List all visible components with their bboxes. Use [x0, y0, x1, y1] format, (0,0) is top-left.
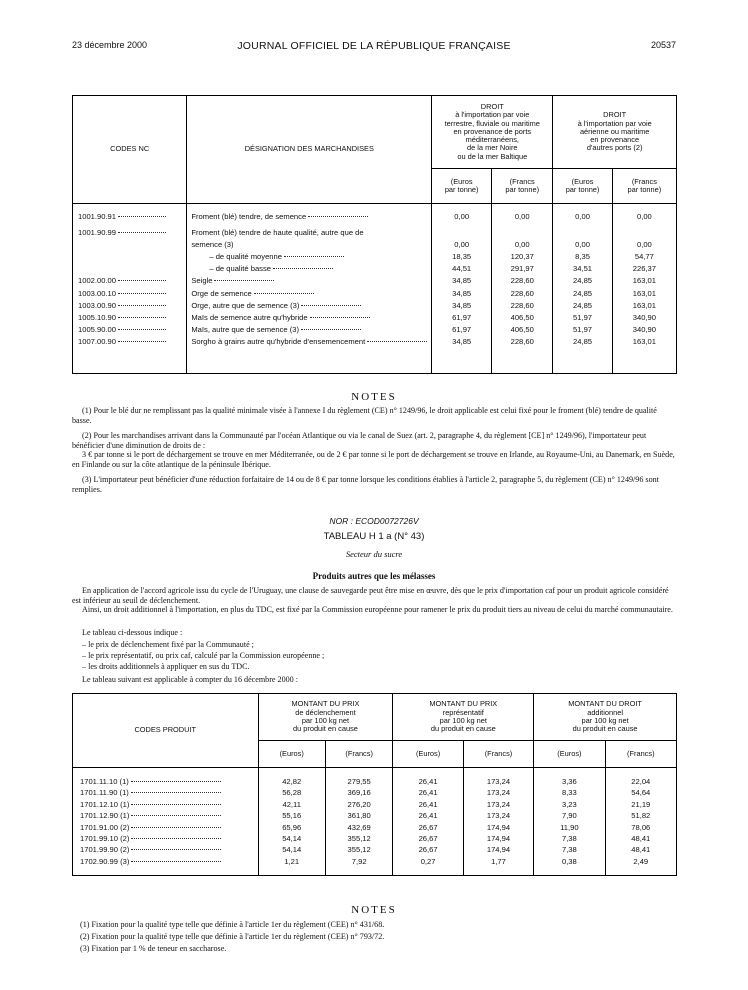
value-cell: 228,60	[510, 300, 534, 310]
value-cell: 7,38	[561, 845, 577, 855]
value-cell: 0,00	[575, 212, 590, 221]
value-cell: 26,41	[418, 799, 438, 809]
designation-cell	[187, 288, 431, 300]
sugar-products-table	[72, 693, 677, 876]
value-cell: 24,85	[573, 288, 593, 298]
value-cell	[553, 227, 611, 239]
value-cell	[432, 227, 491, 239]
product-code: 1701.99.90 (2)	[80, 845, 130, 855]
leader-dots	[131, 849, 221, 850]
value-cell: 174,94	[486, 822, 511, 832]
t2-euros-2: (Euros)	[393, 741, 463, 768]
euros-column-2	[553, 204, 612, 374]
value-cell: 26,67	[418, 822, 438, 832]
header-line: DROIT	[603, 110, 627, 120]
value-cell: 51,82	[631, 811, 651, 821]
header-line: à l'importation par voie	[455, 110, 530, 120]
value-cell: 1,77	[491, 856, 506, 866]
header-line: (Euros	[571, 176, 594, 186]
value-cell: 24,85	[573, 300, 593, 310]
leader-dots	[118, 329, 166, 330]
note-sugar-2: (2) Fixation pour la qualité type telle que définie à l'article 1er du règlement (CEE) n° 793/72.	[80, 932, 385, 941]
header-line: représentatif	[442, 707, 484, 717]
value-cell	[613, 227, 676, 239]
value-cell: 54,64	[631, 788, 651, 798]
code-value: 1005.10.90	[78, 312, 117, 322]
codes-column	[73, 204, 187, 374]
code-value: 1001.90.91	[78, 212, 117, 221]
value-cell: 18,35	[452, 252, 472, 262]
header-line: MONTANT DU PRIX	[291, 699, 360, 709]
designation-text: – de qualité moyenne	[209, 252, 282, 262]
value-cell: 340,90	[632, 312, 656, 322]
value-cell: 0,27	[420, 856, 436, 866]
euros-header-1	[432, 169, 492, 204]
value-cell: 0,00	[454, 212, 470, 221]
value-cell: 44,51	[452, 264, 472, 274]
header-line: MONTANT DU DROIT	[568, 699, 642, 709]
t2-francs-3: (Francs)	[605, 741, 676, 768]
code-value: 1005.90.00	[78, 324, 117, 334]
t2-col-6	[605, 768, 676, 876]
designation-cell	[187, 211, 431, 223]
issue-date: 23 décembre 2000	[72, 40, 148, 50]
leader-dots	[118, 341, 166, 342]
notes-title-2: NOTES	[351, 904, 397, 916]
value-cell: 174,94	[486, 833, 511, 843]
value-cell: 163,01	[632, 300, 656, 310]
designation-cell	[187, 239, 431, 251]
code-cell	[73, 251, 186, 263]
cereal-duties-table	[72, 95, 677, 374]
leader-dots	[273, 268, 333, 269]
francs-column-1	[492, 204, 553, 374]
designation-text: Orge, autre que de semence (3)	[191, 300, 300, 310]
note-2: (2) Pour les marchandises arrivant dans la Communauté par l'océan Atlantique ou via le canal de Suez (art. 2, paragraphe 4, du règlement [CE] n° 1249/96), l'importateur peut bénéficier d'une diminution de droits de :	[72, 431, 647, 450]
value-cell: 0,00	[454, 240, 470, 250]
value-cell: 361,80	[347, 811, 371, 821]
leader-dots	[214, 280, 274, 281]
francs-column-2	[612, 204, 676, 374]
header-line: en provenance	[590, 135, 640, 145]
designation-cell	[187, 263, 431, 275]
value-cell: 42,82	[282, 777, 302, 786]
designation-cell	[187, 312, 431, 324]
leader-dots	[301, 329, 361, 330]
product-code-cell	[75, 810, 258, 821]
value-cell: 51,97	[573, 312, 593, 322]
bullet-3: – les droits additionnels à appliquer en sus du TDC.	[82, 662, 250, 671]
value-cell: 54,14	[282, 833, 302, 843]
designation-text: Froment (blé) tendre, de semence	[191, 212, 307, 221]
page-number: 20537	[650, 40, 676, 50]
product-code-cell	[75, 822, 258, 833]
header-line: MONTANT DU PRIX	[429, 699, 498, 709]
francs-header-1	[492, 169, 553, 204]
value-cell: 24,85	[573, 276, 593, 286]
value-cell: 3,23	[561, 799, 577, 809]
header-line: par tonne)	[505, 185, 540, 194]
product-code: 1701.99.10 (2)	[80, 833, 130, 843]
value-cell: 0,00	[514, 212, 530, 221]
designation-text: Maïs de semence autre qu'hybride	[191, 312, 308, 322]
value-cell: 7,90	[561, 811, 577, 821]
intro-paragraph-4: Le tableau suivant est applicable à compter du 16 décembre 2000 :	[82, 675, 298, 684]
value-cell: 173,24	[486, 777, 511, 786]
code-value: 1003.00.10	[78, 288, 117, 298]
note-sugar-1: (1) Fixation pour la qualité type telle que définie à l'article 1er du règlement (CEE) n° 431/68.	[80, 920, 385, 929]
leader-dots	[118, 293, 166, 294]
products-title: Produits autres que les mélasses	[312, 571, 436, 581]
code-cell	[73, 211, 186, 223]
value-cell: 406,50	[510, 324, 534, 334]
value-cell: 54,77	[634, 252, 654, 262]
product-code-cell	[75, 856, 258, 867]
euros-header-2	[553, 169, 612, 204]
value-cell: 34,85	[452, 336, 472, 346]
value-cell: 56,28	[282, 788, 302, 798]
t2-euros-3: (Euros)	[534, 741, 605, 768]
value-cell: 0,00	[575, 240, 590, 250]
designation-cell	[187, 275, 431, 287]
value-cell: 21,19	[631, 799, 651, 809]
value-cell: 54,14	[282, 845, 302, 855]
value-cell: 51,97	[573, 324, 593, 334]
designation-text: Orge de semence	[191, 288, 252, 298]
product-code-cell	[75, 787, 258, 798]
designation-text: Sorgho à grains autre qu'hybride d'ensemencement	[191, 336, 366, 346]
product-code-cell	[75, 776, 258, 787]
designation-header: DÉSIGNATION DES MARCHANDISES	[187, 96, 432, 204]
code-cell	[73, 263, 186, 275]
header-line: à l'importation par voie	[577, 118, 652, 128]
header-line: par 100 kg net	[301, 716, 350, 725]
value-cell: 11,90	[560, 822, 579, 832]
value-cell: 24,85	[573, 336, 593, 346]
value-cell: 2,49	[633, 856, 649, 866]
value-cell: 173,24	[486, 811, 511, 821]
leader-dots	[254, 293, 314, 294]
leader-dots	[367, 341, 427, 342]
designation-cell	[187, 251, 431, 263]
code-cell	[73, 227, 186, 239]
t2-codes-column	[73, 768, 259, 876]
intro-paragraph-2: Ainsi, un droit additionnel à l'importation, en plus du TDC, est fixé par la Commission européenne pour ramener le prix du produit tiers au niveau de celui du marché communautaire.	[82, 605, 673, 614]
bullet-2: – le prix représentatif, ou prix caf, calculé par la Commission européenne ;	[82, 651, 325, 660]
value-cell: 355,12	[347, 833, 371, 843]
value-cell: 174,94	[486, 845, 511, 855]
header-line: d'autres ports (2)	[586, 143, 643, 153]
notes-title-1: NOTES	[351, 391, 397, 403]
code-value: 1007.00.90	[78, 336, 117, 346]
value-cell: 48,41	[631, 845, 651, 855]
value-cell: 42,11	[282, 799, 301, 809]
value-cell: 78,06	[631, 822, 651, 832]
product-code: 1701.11.90 (1)	[80, 788, 129, 798]
designation-text: semence (3)	[191, 240, 234, 250]
t2-col-4	[463, 768, 533, 876]
bullet-1: – le prix de déclenchement fixé par la Communauté ;	[82, 640, 254, 649]
header-line: méditerranéens,	[465, 135, 519, 145]
value-cell: 340,90	[632, 324, 656, 334]
additional-duty-header	[534, 694, 677, 741]
value-cell: 3,36	[561, 777, 577, 786]
leader-dots	[131, 861, 221, 862]
header-line: par tonne)	[444, 185, 479, 194]
sector-title: Secteur du sucre	[345, 549, 403, 559]
designation-text: Froment (blé) tendre de haute qualité, autre que de	[191, 228, 364, 238]
value-cell: 406,50	[510, 312, 534, 322]
note-1: (1) Pour le blé dur ne remplissant pas la qualité minimale visée à l'annexe I du règlement (CE) n° 1249/96, le droit applicable est celui fixé pour le froment (blé) tendre de qualité basse.	[72, 406, 657, 425]
value-cell: 0,00	[514, 240, 530, 250]
code-cell	[73, 275, 186, 287]
code-cell	[73, 336, 186, 348]
value-cell	[492, 227, 552, 239]
note-2-detail: 3 € par tonne si le port de déchargement se trouve en mer Méditerranée, ou de 2 € par tonne si le port de déchargement se trouve en Irlande, au Royaume-Uni, au Danemark, en Suède, en Finlande ou sur la côte atlantique de la péninsule Ibérique.	[72, 450, 675, 469]
value-cell: 120,37	[510, 252, 534, 262]
product-code-cell	[75, 833, 258, 844]
t2-col-2	[325, 768, 392, 876]
t2-col-1	[258, 768, 325, 876]
value-cell: 163,01	[632, 288, 656, 298]
droit-aerienne-header	[553, 96, 677, 169]
representative-price-header	[393, 694, 534, 741]
value-cell: 173,24	[486, 799, 511, 809]
value-cell: 7,92	[351, 856, 367, 866]
header-line: du produit en cause	[292, 724, 358, 734]
value-cell: 228,60	[510, 336, 534, 346]
leader-dots	[118, 232, 166, 233]
code-cell	[73, 288, 186, 300]
value-cell: 8,35	[575, 252, 590, 262]
value-cell: 291,97	[510, 264, 534, 274]
value-cell: 1,21	[284, 856, 300, 866]
product-code-cell	[75, 844, 258, 855]
value-cell: 163,01	[632, 276, 656, 286]
value-cell: 34,85	[452, 288, 472, 298]
product-code: 1701.12.90 (1)	[80, 811, 130, 821]
journal-title: JOURNAL OFFICIEL DE LA RÉPUBLIQUE FRANÇAISE	[237, 40, 511, 52]
code-value: 1002.00.00	[78, 276, 117, 286]
codes-nc-header: CODES NC	[73, 96, 187, 204]
value-cell: 228,60	[510, 276, 534, 286]
value-cell: 0,00	[636, 212, 652, 221]
header-line: (Euros	[450, 176, 473, 186]
francs-header-2	[612, 169, 676, 204]
trigger-price-header	[258, 694, 393, 741]
header-line: par 100 kg net	[581, 716, 629, 725]
leader-dots	[308, 216, 368, 217]
intro-paragraph-3: Le tableau ci-dessous indique :	[82, 628, 183, 637]
leader-dots	[310, 317, 370, 318]
value-cell: 34,85	[452, 276, 472, 286]
codes-produit-header: CODES PRODUIT	[73, 694, 259, 768]
designation-cell	[187, 324, 431, 336]
product-code: 1701.11.10 (1)	[80, 777, 129, 786]
header-line: (Francs	[509, 176, 535, 186]
header-line: par tonne)	[627, 185, 662, 194]
header-line: du produit en cause	[430, 724, 496, 734]
code-cell	[73, 324, 186, 336]
value-cell: 34,51	[573, 264, 593, 274]
designation-cell	[187, 336, 431, 348]
value-cell: 65,96	[282, 822, 302, 832]
code-cell	[73, 312, 186, 324]
value-cell: 7,38	[561, 833, 577, 843]
header-line: du produit en cause	[572, 724, 638, 734]
product-code-cell	[75, 799, 258, 810]
designation-text: Seigle	[191, 276, 213, 286]
leader-dots	[131, 804, 221, 805]
designation-column	[187, 204, 432, 374]
value-cell: 369,16	[347, 788, 371, 798]
leader-dots	[131, 815, 221, 816]
value-cell: 279,55	[347, 777, 371, 786]
value-cell: 0,00	[636, 240, 652, 250]
intro-paragraph-1: En application de l'accord agricole issu du cycle de l'Uruguay, une clause de sauvegarde peut être mise en œuvre, dès que le prix d'importation caf pour un produit agricole considéré est inférieur au seuil de déclenchement.	[72, 586, 669, 605]
leader-dots	[118, 216, 166, 217]
designation-cell	[187, 300, 431, 312]
value-cell: 26,41	[418, 777, 438, 786]
header-line: par tonne)	[565, 185, 600, 194]
droit-terrestre-header	[432, 96, 553, 169]
header-line: de déclenchement	[295, 707, 356, 717]
value-cell: 26,41	[418, 811, 438, 821]
value-cell: 276,20	[347, 799, 371, 809]
note-3: (3) L'importateur peut bénéficier d'une réduction forfaitaire de 14 ou de 8 € par tonne lorsque les conditions établies à l'article 2, paragraphe 5, du règlement (CE) n° 1249/96 sont remplies.	[72, 475, 659, 494]
t2-francs-1: (Francs)	[325, 741, 392, 768]
header-line: aérienne ou maritime	[579, 126, 650, 136]
value-cell: 26,67	[418, 845, 438, 855]
leader-dots	[131, 838, 221, 839]
designation-text: Maïs, autre que de semence (3)	[191, 324, 299, 334]
tableau-title: TABLEAU H 1 a (N° 43)	[323, 531, 425, 542]
value-cell: 61,97	[452, 324, 472, 334]
header-line: additionnel	[587, 707, 623, 717]
value-cell: 61,97	[452, 312, 472, 322]
code-value: 1001.90.99	[78, 228, 117, 238]
nor-reference: NOR : ECOD0072726V	[329, 516, 419, 526]
value-cell: 48,41	[631, 833, 651, 843]
value-cell: 228,60	[510, 288, 534, 298]
t2-col-3	[393, 768, 463, 876]
leader-dots	[301, 305, 361, 306]
code-value: 1003.00.90	[78, 300, 117, 310]
header-line: ou de la mer Baltique	[457, 151, 528, 161]
leader-dots	[284, 256, 344, 257]
leader-dots	[118, 280, 166, 281]
t2-col-5	[534, 768, 605, 876]
value-cell: 8,33	[561, 788, 577, 798]
value-cell: 432,69	[347, 822, 371, 832]
designation-text: – de qualité basse	[209, 264, 271, 274]
designation-cell	[187, 227, 431, 239]
value-cell: 55,16	[282, 811, 302, 821]
t2-euros-1: (Euros)	[258, 741, 325, 768]
header-line: par 100 kg net	[439, 716, 487, 725]
header-line: en provenance de ports	[453, 126, 532, 136]
leader-dots	[131, 781, 221, 782]
product-code: 1701.12.10 (1)	[80, 799, 130, 809]
header-line: terrestre, fluviale ou maritime	[444, 118, 540, 128]
value-cell: 22,04	[631, 777, 651, 786]
euros-column-1	[432, 204, 492, 374]
header-line: DROIT	[480, 102, 504, 112]
note-sugar-3: (3) Fixation par 1 % de teneur en saccharose.	[80, 944, 227, 953]
leader-dots	[131, 792, 221, 793]
value-cell: 34,85	[452, 300, 472, 310]
code-cell	[73, 239, 186, 251]
header-line: de la mer Noire	[467, 143, 518, 153]
t2-francs-2: (Francs)	[463, 741, 533, 768]
header-line: (Francs	[631, 176, 657, 186]
product-code: 1701.91.00 (2)	[80, 822, 130, 832]
value-cell: 173,24	[486, 788, 511, 798]
value-cell: 226,37	[632, 264, 656, 274]
value-cell: 26,41	[418, 788, 438, 798]
leader-dots	[131, 827, 221, 828]
code-cell	[73, 300, 186, 312]
leader-dots	[118, 317, 166, 318]
value-cell: 163,01	[632, 336, 656, 346]
value-cell: 26,67	[418, 833, 438, 843]
value-cell: 0,38	[561, 856, 577, 866]
value-cell: 355,12	[347, 845, 371, 855]
leader-dots	[118, 305, 166, 306]
product-code: 1702.90.99 (3)	[80, 856, 130, 866]
